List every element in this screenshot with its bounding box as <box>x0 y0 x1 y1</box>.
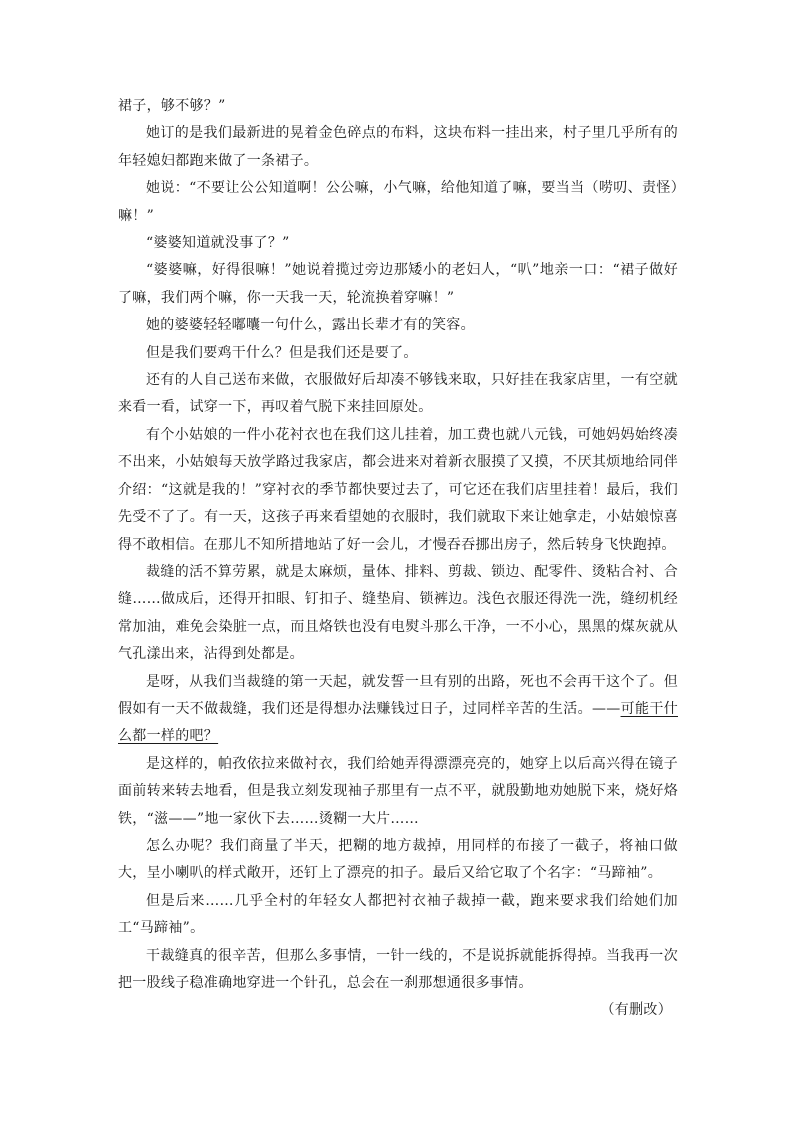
paragraph-4: “婆婆知道就没事了？” <box>146 235 290 252</box>
paragraph-2: 她订的是我们最新进的晃着金色碎点的布料，这块布料一挂出来，村子里几乎所有的年轻媳妇都跑来做了一条裙子。 <box>118 125 678 169</box>
paragraph-3: 她说：“不要让公公知道啊！公公嘛，小气嘛，给他知道了嘛，要当当（唠叨、责怪）嘛！” <box>118 180 678 224</box>
underlined-question: 可能干什么都一样的吧？ <box>118 700 678 745</box>
paragraph-8: 还有的人自己送布来做，衣服做好后却凑不够钱来取，只好挂在我家店里，一有空就来看一看，试穿一下，再叹着气脱下来挂回原处。 <box>118 372 678 416</box>
paragraph-6: 她的婆婆轻轻嘟囔一句什么，露出长辈才有的笑容。 <box>146 317 475 334</box>
paragraph-13: 怎么办呢？我们商量了半天，把糊的地方裁掉，用同样的布接了一截子，将袖口做大，呈小喇叭的样式敞开，还钉上了漂亮的扣子。最后又给它取了个名字：“马蹄袖”。 <box>118 837 678 882</box>
article-body <box>118 93 678 1025</box>
paragraph-5: “婆婆嘛，好得很嘛！”她说着揽过旁边那矮小的老妇人，“叭”地亲一口：“裙子做好了嘛，我们两个嘛，你一天我一天，轮流换着穿嘛！” <box>118 262 678 306</box>
paragraph-15: 干裁缝真的很辛苦，但那么多事情，一针一线的，不是说拆就能拆得掉。当我再一次把一股线子稳准确地穿进一个针孔，总会在一刹那想通很多事情。 <box>118 947 678 991</box>
paragraph-10: 裁缝的活不算劳累，就是太麻烦，量体、排料、剪裁、锁边、配零件、烫粘合衬、合缝……做成后，还得开扣眼、钉扣子、缝垫肩、锁裤边。浅色衣服还得洗一洗，缝纫机经常加油，难免会染脏一点，而且烙铁也没有电熨斗那么干净，一不小心，黑黑的煤灰就从气孔漾出来，沾得到处都是。 <box>118 563 678 663</box>
paragraph-11: 是呀，从我们当裁缝的第一天起，就发誓一旦有别的出路，死也不会再干这个了。但假如有一天不做裁缝，我们还是得想办法赚钱过日子，过同样辛苦的生活。——可能干什么都一样的吧？ <box>118 673 678 745</box>
paragraph-7: 但是我们要鸡干什么？但是我们还是要了。 <box>146 344 418 361</box>
paragraph-14: 但是后来……几乎全村的年轻女人都把衬衣袖子裁掉一截，跑来要求我们给她们加工“马蹄袖”。 <box>118 892 678 937</box>
source-note: （有删改） <box>600 1002 672 1019</box>
paragraph-1: 裙子，够不够？” <box>118 98 226 114</box>
paragraph-9: 有个小姑娘的一件小花衬衣也在我们这儿挂着，加工费也就八元钱，可她妈妈始终凑不出来，小姑娘每天放学路过我家店，都会进来对着新衣服摸了又摸，不厌其烦地给同伴介绍：“这就是我的！”穿衬衣的季节都快要过去了，可它还在我们店里挂着！最后，我们先受不了了。有一天，这孩子再来看望她的衣服时，我们就取下来让她拿走，小姑娘惊喜得不敢相信。在那儿不知所措地站了好一会儿，才慢吞吞挪出房子，然后转身飞快跑掉。 <box>118 426 678 553</box>
paragraph-12: 是这样的，帕孜依拉来做衬衣，我们给她弄得漂漂亮亮的，她穿上以后高兴得在镜子面前转来转去地看，但是我立刻发现袖子那里有一点不平，就殷勤地劝她脱下来，烧好烙铁，“滋——”地一家伙下去……烫糊一大片…… <box>118 755 678 827</box>
